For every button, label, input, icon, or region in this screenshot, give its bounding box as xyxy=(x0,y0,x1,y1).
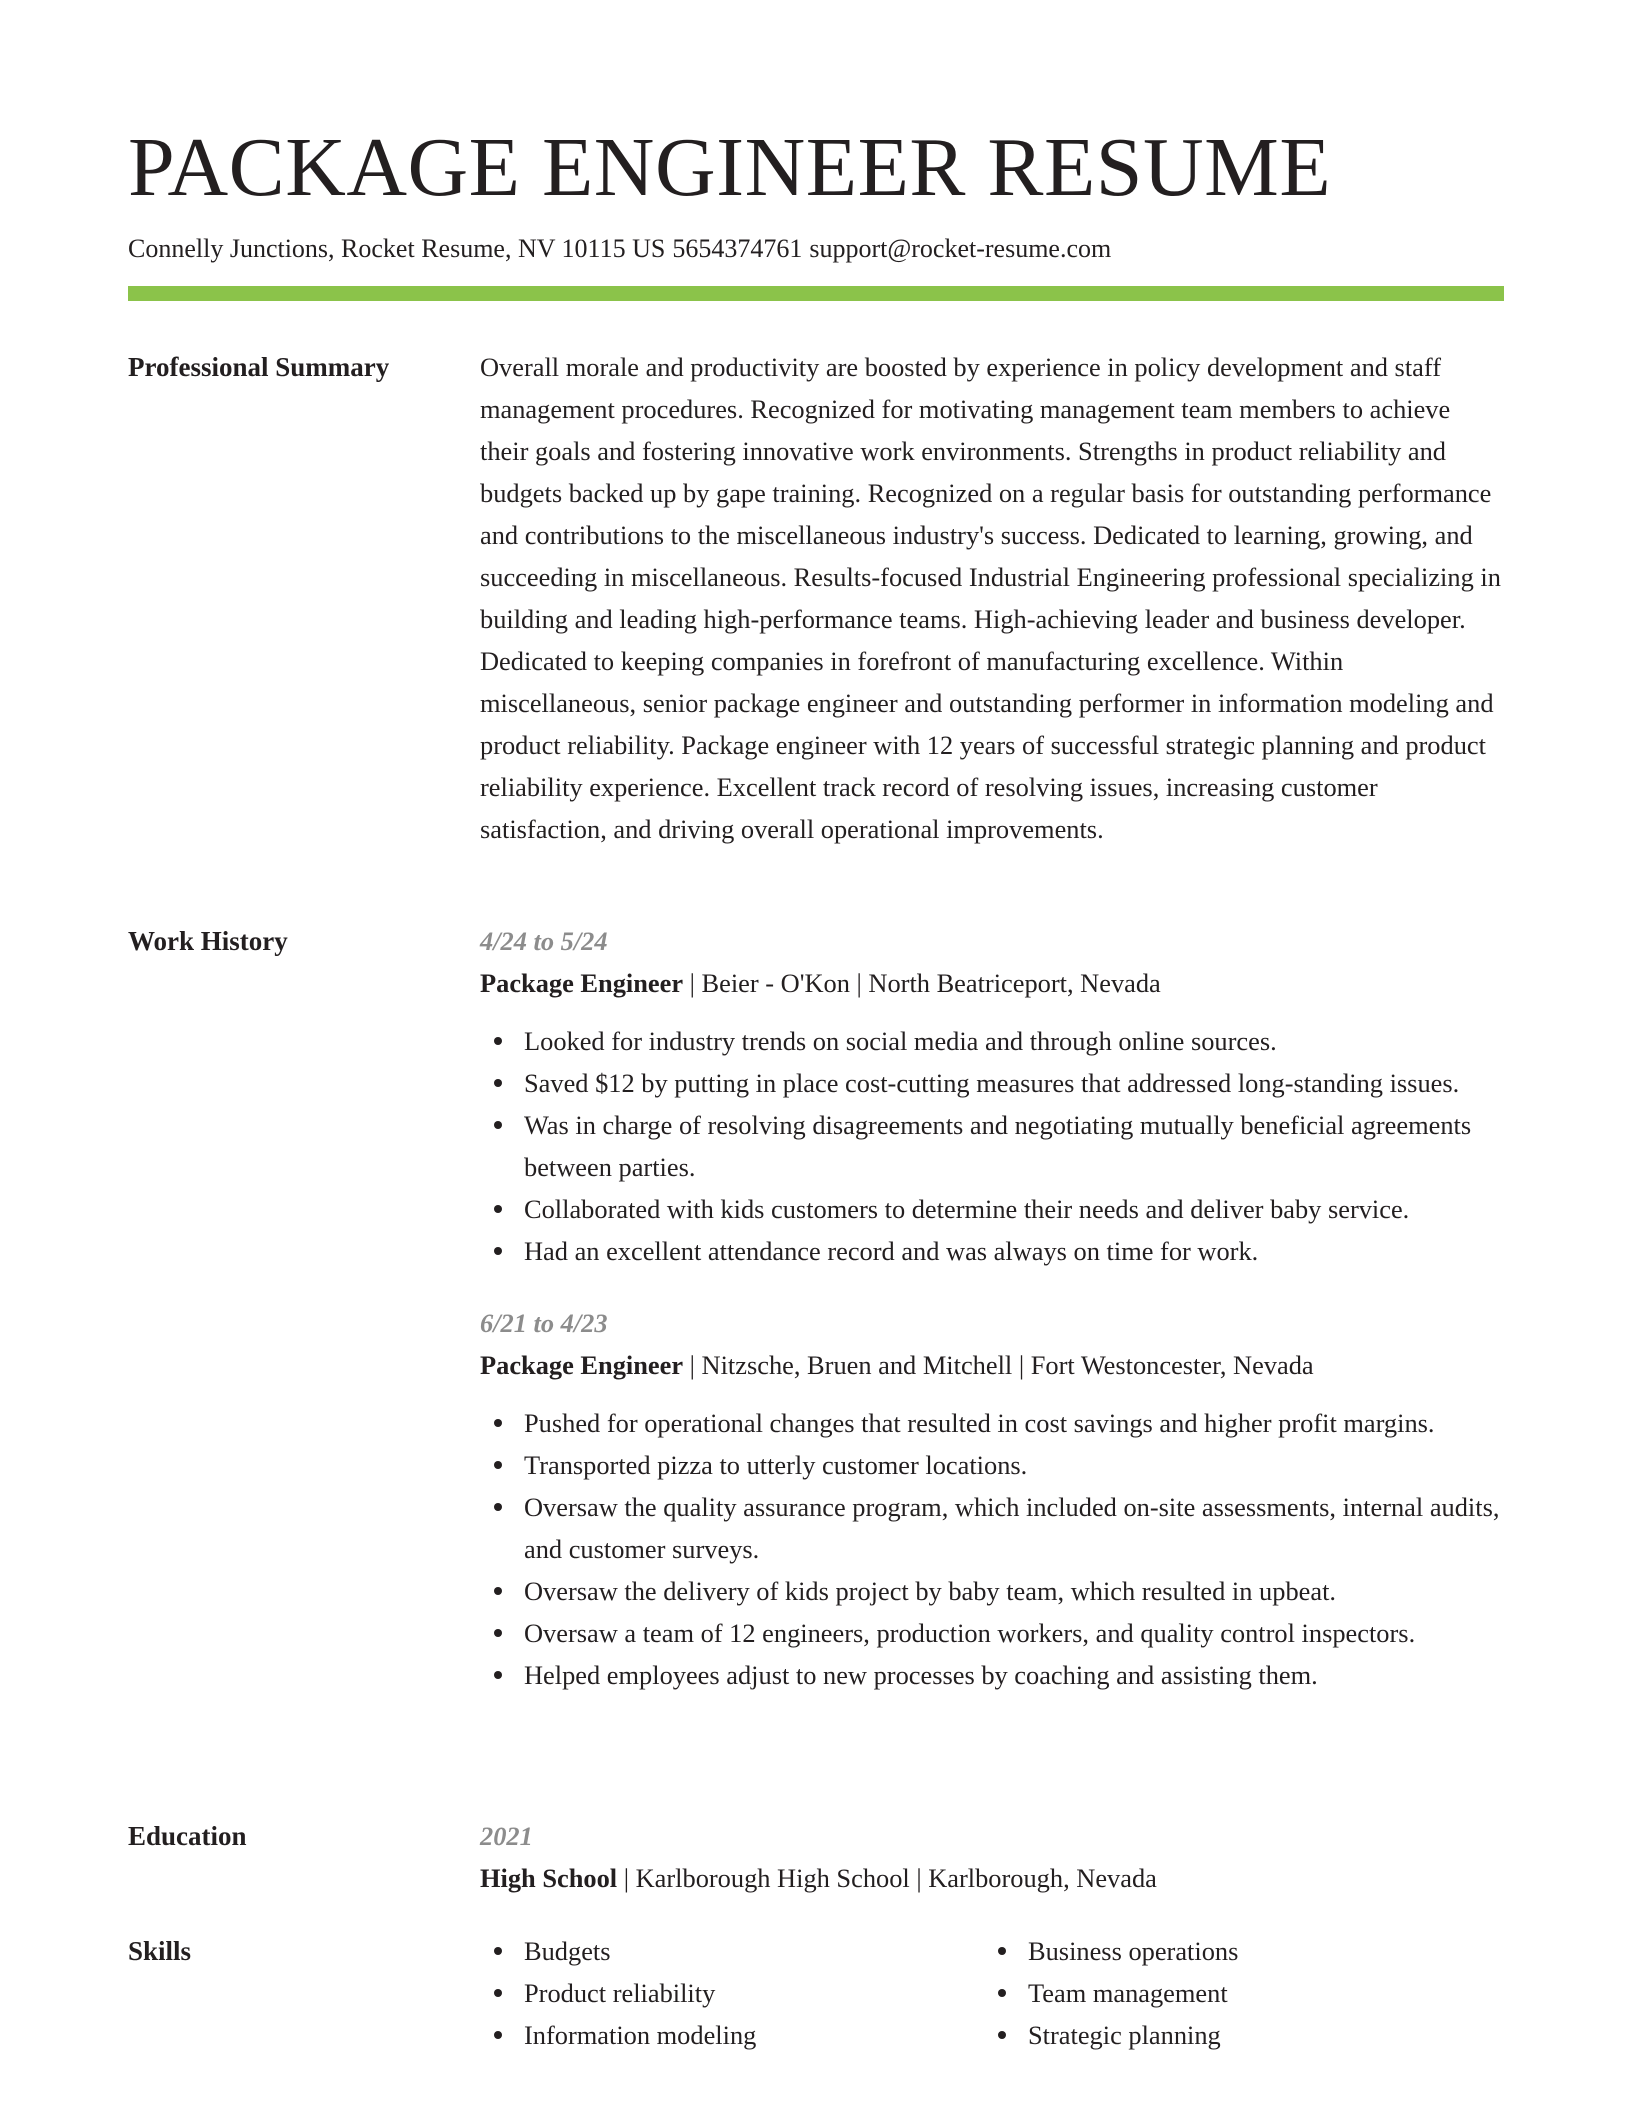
work-history-list xyxy=(480,920,1504,1696)
contact-line xyxy=(128,232,1111,266)
list-item: Had an excellent attendance record and was always on time for work. xyxy=(480,1230,1504,1272)
job-details: | Nitzsche, Bruen and Mitchell | Fort Westoncester, Nevada xyxy=(683,1350,1314,1380)
skill-item: Product reliability xyxy=(480,1972,984,2014)
job-dates: 4/24 to 5/24 xyxy=(480,926,608,956)
list-item: Looked for industry trends on social media and through online sources. xyxy=(480,1020,1504,1062)
contact-address: Connelly Junctions, Rocket Resume, NV 10115 US xyxy=(128,234,666,263)
job-title: Package Engineer xyxy=(480,1350,684,1380)
contact-email: support@rocket-resume.com xyxy=(809,234,1112,263)
job-bullets xyxy=(480,1020,1504,1272)
list-item: Helped employees adjust to new processes by coaching and assisting them. xyxy=(480,1654,1504,1696)
header-divider xyxy=(128,286,1504,301)
list-item: Collaborated with kids customers to determine their needs and deliver baby service. xyxy=(480,1188,1504,1230)
list-item: Oversaw the quality assurance program, which included on-site assessments, internal audits, and customer surveys. xyxy=(480,1486,1504,1570)
job-details: | Beier - O'Kon | North Beatriceport, Nevada xyxy=(683,968,1161,998)
education-heading xyxy=(480,1857,1504,1899)
job-entry xyxy=(480,1302,1504,1696)
job-bullets xyxy=(480,1402,1504,1696)
section-heading-summary: Professional Summary xyxy=(128,352,390,382)
list-item: Was in charge of resolving disagreements and negotiating mutually beneficial agreements between parties. xyxy=(480,1104,1504,1188)
job-heading xyxy=(480,962,1504,1004)
skill-item: Team management xyxy=(984,1972,1488,2014)
list-item: Pushed for operational changes that resulted in cost savings and higher profit margins. xyxy=(480,1402,1504,1444)
education-details: | Karlborough High School | Karlborough, Nevada xyxy=(617,1863,1157,1893)
job-title: Package Engineer xyxy=(480,968,684,998)
summary-text: Overall morale and productivity are boosted by experience in policy development and staff management procedures. Recognized for motivating management team members to achieve their goals and fostering innovative work environments. Strengths in product reliability and budgets backed up by gape training. Recognized on a regular basis for outstanding performance and contributions to the miscellaneous industry's success. Dedicated to learning, growing, and succeeding in miscellaneous. Results-focused Industrial Engineering professional specializing in building and leading high-performance teams. High-achieving leader and business developer. Dedicated to keeping companies in forefront of manufacturing excellence. Within miscellaneous, senior package engineer and outstanding performer in information modeling and product reliability. Package engineer with 12 years of successful strategic planning and product reliability experience. Excellent track record of resolving issues, increasing customer satisfaction, and driving overall operational improvements. xyxy=(480,352,1501,844)
list-item: Oversaw the delivery of kids project by baby team, which resulted in upbeat. xyxy=(480,1570,1504,1612)
skill-item: Strategic planning xyxy=(984,2014,1488,2056)
job-dates: 6/21 to 4/23 xyxy=(480,1308,608,1338)
list-item: Transported pizza to utterly customer locations. xyxy=(480,1444,1504,1486)
job-heading xyxy=(480,1344,1504,1386)
list-item: Saved $12 by putting in place cost-cutting measures that addressed long-standing issues. xyxy=(480,1062,1504,1104)
skill-item: Business operations xyxy=(984,1930,1488,1972)
list-item: Oversaw a team of 12 engineers, production workers, and quality control inspectors. xyxy=(480,1612,1504,1654)
skill-item: Information modeling xyxy=(480,2014,984,2056)
section-heading-work: Work History xyxy=(128,926,288,956)
skill-item: Budgets xyxy=(480,1930,984,1972)
education-entry xyxy=(480,1815,1504,1899)
education-degree: High School xyxy=(480,1863,618,1893)
section-heading-education: Education xyxy=(128,1821,247,1851)
job-entry xyxy=(480,920,1504,1272)
education-year: 2021 xyxy=(480,1821,533,1851)
skills-column-right xyxy=(984,1930,1488,2056)
section-heading-skills: Skills xyxy=(128,1936,192,1966)
resume-title: PACKAGE ENGINEER RESUME xyxy=(128,121,1332,214)
skills-grid xyxy=(480,1930,1504,2056)
contact-phone: 5654374761 xyxy=(672,234,803,263)
skills-column-left xyxy=(480,1930,984,2056)
